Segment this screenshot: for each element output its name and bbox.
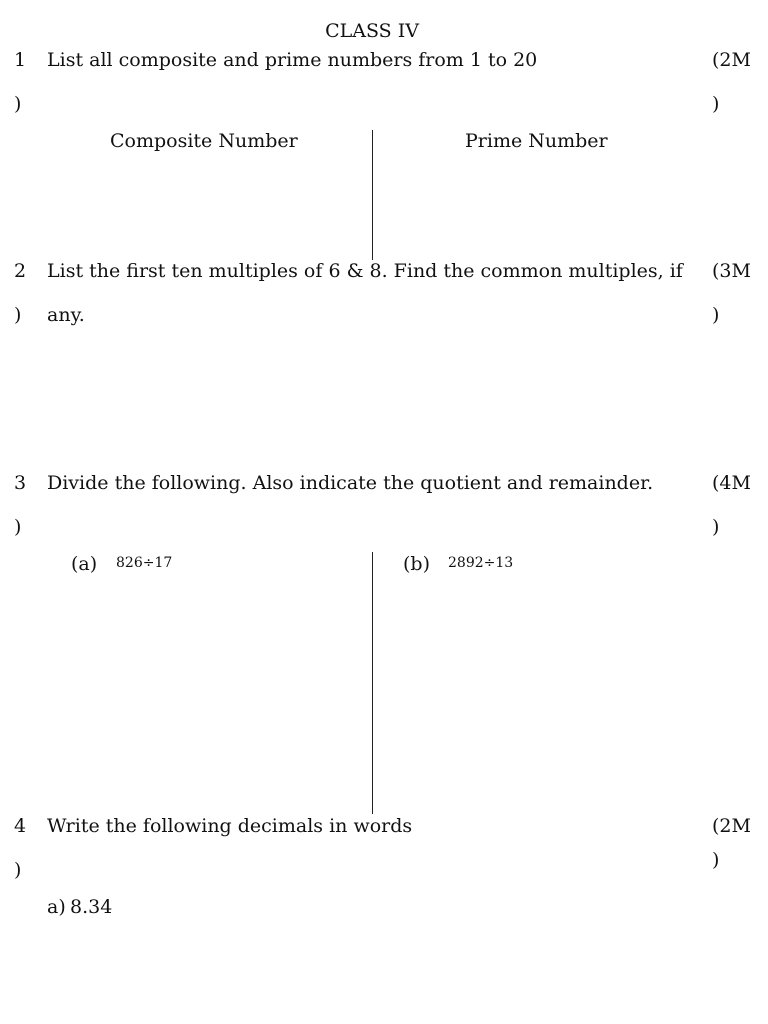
question-2-text-line-1: List the first ten multiples of 6 & 8. Find the common multiples, if bbox=[47, 260, 683, 282]
question-3-part-b-expression: 2892÷13 bbox=[448, 555, 514, 571]
question-1-number-paren: ) bbox=[14, 93, 22, 115]
question-2-marks: (3M bbox=[712, 260, 751, 282]
question-3-part-a-label: (a) bbox=[71, 553, 98, 575]
question-3-number: 3 bbox=[14, 472, 27, 494]
question-3-divider bbox=[372, 552, 373, 814]
question-4-item-a-label: a) bbox=[47, 896, 66, 918]
question-3-marks: (4M bbox=[712, 472, 751, 494]
composite-number-header: Composite Number bbox=[110, 130, 298, 152]
question-1-marks: (2M bbox=[712, 49, 751, 71]
question-3-part-b-label: (b) bbox=[403, 553, 430, 575]
question-4-text: Write the following decimals in words bbox=[47, 815, 413, 837]
question-1-marks-close: ) bbox=[712, 93, 720, 115]
question-2-number-paren: ) bbox=[14, 304, 22, 326]
page-title: CLASS IV bbox=[325, 20, 419, 42]
question-3-marks-close: ) bbox=[712, 516, 720, 538]
question-2-number: 2 bbox=[14, 260, 27, 282]
question-3-text: Divide the following. Also indicate the quotient and remainder. bbox=[47, 472, 654, 494]
question-3-part-a-expression: 826÷17 bbox=[116, 555, 173, 571]
question-4-number: 4 bbox=[14, 815, 27, 837]
question-4-marks-close: ) bbox=[712, 849, 720, 871]
question-4-marks: (2M bbox=[712, 815, 751, 837]
question-1-number: 1 bbox=[14, 49, 27, 71]
question-4-number-paren: ) bbox=[14, 859, 22, 881]
question-1-text: List all composite and prime numbers from 1 to 20 bbox=[47, 49, 538, 71]
question-4-item-a-value: 8.34 bbox=[70, 896, 113, 918]
question-3-number-paren: ) bbox=[14, 516, 22, 538]
prime-number-header: Prime Number bbox=[465, 130, 608, 152]
question-2-text-line-2: any. bbox=[47, 304, 85, 326]
question-1-divider bbox=[372, 130, 373, 260]
question-2-marks-close: ) bbox=[712, 304, 720, 326]
